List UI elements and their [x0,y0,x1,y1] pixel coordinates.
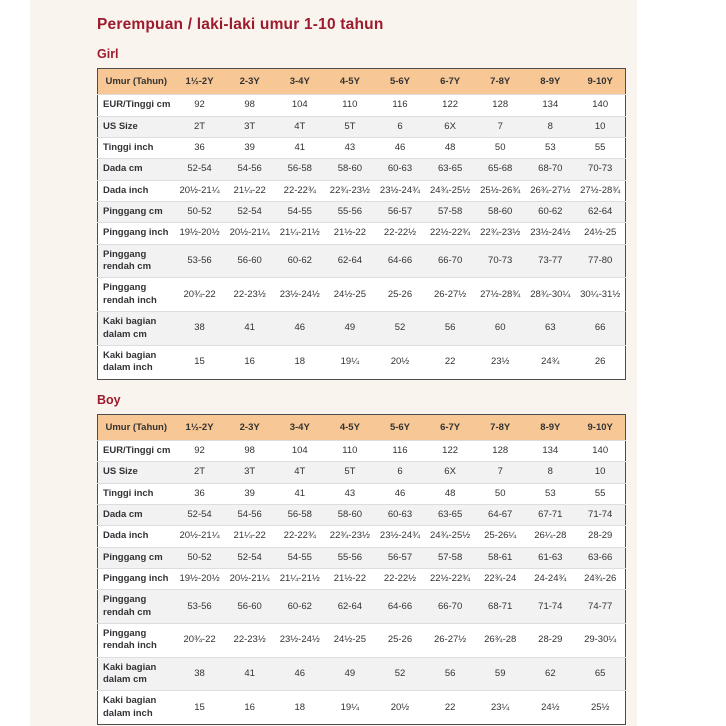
size-cell: 22½-22¾ [430,227,471,239]
size-cell: 19½-20½ [179,227,220,239]
size-cell: 20½-21¼ [229,573,270,584]
size-cell: 53 [545,142,556,154]
size-cell: 56-58 [287,163,312,175]
size-cell: 2T [194,120,206,132]
size-cell: 64-67 [488,508,513,520]
size-cell: 10 [594,120,606,132]
size-cell: 23½ [490,356,510,368]
size-cell: 16 [244,701,255,713]
size-cell: 52-54 [237,206,262,218]
size-cell: 22½-22¾ [430,573,471,584]
table-row [98,116,626,137]
size-cell: 19¼ [340,356,360,368]
size-cell: 23½-24¾ [379,530,421,542]
size-cell: 67-71 [538,508,563,520]
size-cell: 26-27½ [433,288,467,300]
table-row [98,569,626,590]
size-cell: 48 [444,487,456,499]
size-cell: 25½ [590,701,610,713]
size-cell: 59 [494,667,506,679]
size-cell: 56-58 [287,508,312,520]
size-cell: 55-56 [337,206,363,218]
size-cell: 26-27½ [433,634,467,646]
size-cell: 134 [542,99,559,111]
size-cell: 4T [294,120,306,132]
table-row [98,483,626,504]
size-cell: 22-22¾ [283,530,316,542]
column-header: 5-6Y [375,69,425,95]
size-cell: 65 [594,667,606,679]
size-cell: 39 [244,487,255,499]
size-cell: 19¼ [340,701,360,713]
table-row [98,526,626,547]
size-cell: 110 [342,99,358,111]
column-header: 4-5Y [325,414,375,440]
size-cell: 19½-20½ [179,573,220,584]
table-row [98,244,626,278]
column-header: 8-9Y [525,414,575,440]
size-cell: 22-23½ [233,288,266,300]
size-cell: 54-55 [287,551,312,563]
size-cell: 3T [244,120,256,132]
size-cell: 52-54 [237,551,262,563]
row-label: Pinggang cm [103,206,163,218]
size-cell: 50 [494,487,506,499]
size-cell: 62-64 [337,600,363,612]
size-cell: 20½-21¼ [179,530,220,542]
size-cell: 24½ [541,701,560,713]
size-cell: 22-22½ [383,227,417,239]
size-cell: 15 [194,356,205,368]
size-cell: 53-56 [187,254,212,266]
size-cell: 7 [497,466,503,478]
size-cell: 73-77 [538,254,563,266]
size-cell: 20½-21¼ [179,184,220,196]
size-cell: 23½-24¾ [379,184,421,196]
table-row [98,440,626,461]
size-cell: 52 [394,667,406,679]
size-cell: 71-74 [538,600,563,612]
header-row [98,69,626,95]
size-cell: 25-26 [387,288,413,300]
row-label: Dada inch [103,530,149,542]
size-cell: 28-29 [588,530,613,542]
size-cell: 63-65 [437,163,463,175]
table-row [98,547,626,568]
size-cell: 58-60 [337,163,363,175]
size-cell: 27½-28¾ [580,184,621,196]
size-cell: 22 [444,701,456,713]
size-cell: 98 [244,444,255,456]
size-cell: 92 [194,444,205,456]
size-cell: 56 [444,667,456,679]
size-cell: 60-62 [538,206,563,218]
column-header: 2-3Y [225,69,275,95]
size-cell: 23½-24½ [279,634,320,646]
size-cell: 24½-25 [584,227,617,239]
size-cell: 116 [392,444,408,456]
size-cell: 22-23½ [233,634,266,646]
table-row [98,462,626,483]
size-cell: 60-63 [387,163,413,175]
row-label: Dada cm [103,163,143,175]
size-cell: 7 [497,120,503,132]
table-row [98,691,626,725]
size-cell: 20½ [390,356,410,368]
table-row [98,504,626,525]
size-cell: 25½-26¾ [480,184,521,196]
row-label: Pinggang rendah cm [103,594,152,618]
column-header: 1½-2Y [175,414,225,440]
row-label: Dada inch [103,184,149,196]
size-cell: 58-61 [488,551,513,563]
table-row [98,312,626,346]
size-cell: 21¼-21½ [279,573,320,584]
table-row [98,624,626,658]
column-header: 7-8Y [475,69,525,95]
size-cell: 60-63 [387,508,413,520]
table-row [98,223,626,244]
size-cell: 134 [542,444,559,456]
row-label: Pinggang rendah inch [103,282,157,306]
column-header: 6-7Y [425,69,475,95]
size-cell: 122 [442,444,459,456]
size-cell: 18 [294,701,306,713]
size-cell: 23¼ [490,701,510,713]
size-cell: 21½-22 [333,227,366,239]
size-cell: 22¾-23½ [329,530,370,542]
size-cell: 43 [344,142,356,154]
size-cell: 24¾ [541,356,560,368]
size-cell: 41 [294,487,306,499]
size-cell: 4T [294,466,306,478]
size-cell: 60 [494,322,506,334]
size-cell: 56-60 [237,254,262,266]
size-cell: 24¾-26 [584,573,617,584]
size-cell: 24¾-25½ [430,530,471,542]
section-label-boy: Boy [97,392,121,407]
content-panel [30,0,637,726]
size-cell: 50-52 [187,206,212,218]
size-cell: 50 [494,142,506,154]
size-cell: 26 [594,356,606,368]
size-cell: 57-58 [437,551,463,563]
size-cell: 5T [344,466,356,478]
size-cell: 98 [244,99,255,111]
size-cell: 49 [344,667,356,679]
size-cell: 71-74 [588,508,613,520]
size-cell: 60-62 [287,600,312,612]
row-label: Pinggang rendah inch [103,628,157,652]
size-cell: 53-56 [187,600,212,612]
size-cell: 36 [194,142,205,154]
size-cell: 54-56 [237,508,262,520]
size-cell: 92 [194,99,205,111]
size-cell: 140 [592,99,609,111]
size-cell: 28¾-30¼ [530,288,571,300]
column-header: 9-10Y [575,69,625,95]
size-cell: 21¼-21½ [279,227,320,239]
size-cell: 22-22¾ [283,184,316,196]
row-label: Tinggi inch [103,487,154,499]
size-cell: 63 [545,322,556,334]
size-cell: 104 [291,99,308,111]
size-cell: 22¾-23½ [480,227,521,239]
size-cell: 38 [194,322,205,334]
size-cell: 21½-22 [333,573,366,584]
row-label: Kaki bagian dalam cm [103,661,157,686]
size-cell: 66-70 [437,600,463,612]
size-cell: 15 [194,701,205,713]
size-cell: 46 [394,142,406,154]
column-header: Umur (Tahun) [98,69,175,95]
column-header: 3-4Y [275,414,325,440]
size-cell: 28-29 [538,634,563,646]
size-cell: 39 [244,142,255,154]
column-header: 8-9Y [525,69,575,95]
size-cell: 24½-25 [333,634,366,646]
size-cell: 55-56 [337,551,363,563]
column-header: 3-4Y [275,69,325,95]
size-cell: 55 [594,142,606,154]
size-cell: 52-54 [187,163,212,175]
size-cell: 62-64 [588,206,613,218]
size-cell: 54-56 [237,163,262,175]
size-cell: 50-52 [187,551,212,563]
size-cell: 60-62 [287,254,312,266]
size-cell: 56 [444,322,456,334]
row-label: US Size [103,466,138,478]
row-label: Kaki bagian dalam inch [103,349,157,374]
table-row [98,657,626,691]
column-header: 1½-2Y [175,69,225,95]
size-cell: 52 [394,322,406,334]
size-cell: 128 [492,99,509,111]
size-cell: 3T [244,466,256,478]
size-cell: 110 [342,444,358,456]
size-cell: 41 [244,322,255,334]
size-cell: 55 [594,487,606,499]
size-cell: 21¼-22 [233,530,266,542]
size-cell: 22¾-23½ [329,184,370,196]
size-cell: 27½-28¾ [480,288,521,300]
row-label: Pinggang inch [103,573,169,584]
size-cell: 62 [545,667,556,679]
size-cell: 74-77 [588,600,613,612]
size-cell: 68-70 [538,163,563,175]
size-cell: 64-66 [387,600,413,612]
size-cell: 48 [444,142,456,154]
table-row [98,95,626,116]
size-cell: 5T [344,120,356,132]
size-cell: 10 [594,466,606,478]
row-label: US Size [103,120,138,132]
size-cell: 2T [194,466,206,478]
table-row [98,202,626,223]
row-label: Pinggang cm [103,551,163,563]
size-cell: 70-73 [488,254,513,266]
size-cell: 38 [194,667,205,679]
size-cell: 68-71 [488,600,513,612]
column-header: 6-7Y [425,414,475,440]
column-header: 9-10Y [575,414,625,440]
size-cell: 22-22½ [383,573,417,584]
size-cell: 24-24¾ [534,573,567,584]
table-row [98,590,626,624]
size-cell: 30¼-31½ [580,288,621,300]
size-cell: 6 [397,466,403,478]
size-cell: 46 [394,487,406,499]
size-cell: 18 [294,356,306,368]
size-cell: 54-55 [287,206,312,218]
size-cell: 20¾-22 [183,288,216,300]
size-cell: 49 [344,322,356,334]
size-cell: 53 [545,487,556,499]
size-cell: 26¾-28 [484,634,517,646]
size-cell: 77-80 [588,254,613,266]
size-cell: 23½-24½ [279,288,320,300]
size-cell: 8 [547,120,553,132]
size-cell: 62-64 [337,254,363,266]
row-label: EUR/Tinggi cm [103,444,171,456]
size-cell: 6X [444,120,456,132]
section-label-girl: Girl [97,47,119,61]
size-cell: 41 [244,667,255,679]
size-cell: 56-60 [237,600,262,612]
size-cell: 20½ [390,701,410,713]
page-title: Perempuan / laki-laki umur 1-10 tahun [97,16,384,33]
table-row [98,159,626,180]
size-table-boy [97,414,626,726]
size-cell: 6 [397,120,403,132]
size-cell: 104 [291,444,308,456]
size-cell: 128 [492,444,509,456]
size-cell: 66 [594,322,606,334]
size-cell: 43 [344,487,356,499]
size-cell: 21¼-22 [233,184,266,196]
size-cell: 41 [294,142,306,154]
column-header: 7-8Y [475,414,525,440]
row-label: EUR/Tinggi cm [103,99,171,111]
column-header: 2-3Y [225,414,275,440]
size-cell: 20½-21¼ [229,227,270,239]
row-label: Pinggang inch [103,227,169,239]
size-cell: 29-30¼ [584,634,617,646]
size-cell: 16 [244,356,255,368]
column-header: 5-6Y [375,414,425,440]
size-cell: 58-60 [488,206,513,218]
size-cell: 52-54 [187,508,212,520]
size-cell: 122 [442,99,459,111]
size-cell: 64-66 [387,254,413,266]
size-cell: 8 [547,466,553,478]
size-cell: 63-65 [437,508,463,520]
size-cell: 66-70 [437,254,463,266]
size-table-girl [97,68,626,380]
size-cell: 58-60 [337,508,363,520]
row-label: Tinggi inch [103,142,154,154]
size-cell: 70-73 [588,163,613,175]
size-cell: 25-26 [387,634,413,646]
size-cell: 46 [294,667,306,679]
size-cell: 36 [194,487,205,499]
size-cell: 26¼-28 [534,530,567,542]
table-row [98,138,626,159]
table-row [98,345,626,379]
size-cell: 20¾-22 [183,634,216,646]
size-cell: 57-58 [437,206,463,218]
header-row [98,414,626,440]
table-row [98,278,626,312]
size-cell: 65-68 [488,163,513,175]
size-cell: 63-66 [588,551,613,563]
size-cell: 26¾-27½ [530,184,571,196]
size-cell: 24½-25 [333,288,366,300]
size-cell: 61-63 [538,551,563,563]
size-cell: 116 [392,99,408,111]
size-cell: 23½-24½ [530,227,571,239]
row-label: Pinggang rendah cm [103,248,152,273]
row-label: Kaki bagian dalam inch [103,695,157,719]
size-cell: 56-57 [387,551,413,563]
size-cell: 22 [444,356,456,368]
column-header: 4-5Y [325,69,375,95]
size-cell: 25-26¼ [484,530,517,542]
row-label: Kaki bagian dalam cm [103,316,157,340]
size-cell: 6X [444,466,456,478]
row-label: Dada cm [103,508,143,520]
size-cell: 22¾-24 [484,573,517,584]
column-header: Umur (Tahun) [98,414,175,440]
size-cell: 140 [592,444,609,456]
size-cell: 56-57 [387,206,413,218]
size-cell: 24¾-25½ [430,184,471,196]
size-cell: 46 [294,322,306,334]
table-row [98,180,626,201]
